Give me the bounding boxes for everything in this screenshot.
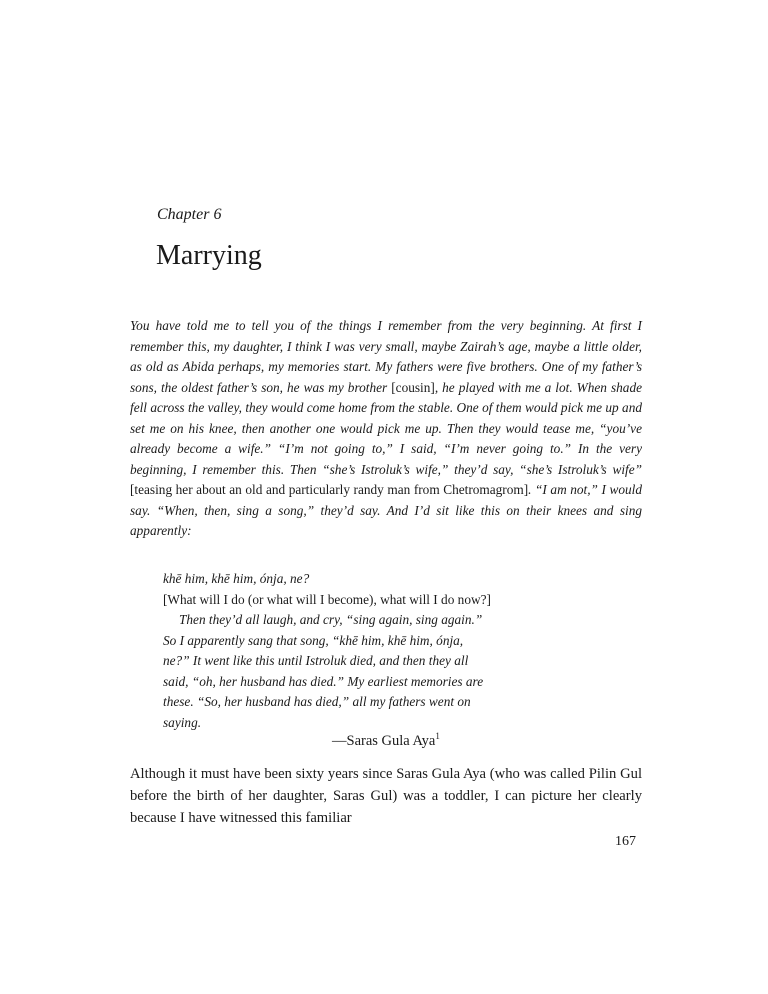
epigraph-bracket-note-1: [cousin] — [391, 379, 435, 395]
chapter-title: Marrying — [156, 240, 262, 271]
epigraph-text-part-1: You have told me to tell you of the things I remember from the very beginning. At first I remember this, my daughter, I think I was very small, maybe Zairah’s age, maybe a little older, as old as Abida perhaps, my memories start. My fathers were five brothers. One of my father’s sons, the oldest father’s son, he was my brother — [130, 318, 642, 395]
song-block — [163, 569, 493, 733]
song-lyric: khē him, khē him, ónja, ne? — [163, 571, 310, 586]
epigraph-text-part-2: , he played with me a lot. When shade fell across the valley, they would come home from the stable. One of them would pick me up and set me on his knee, then another one would pick me up. Then they would tease me, “you’ve already become a wife.” “I’m not going to,” I said, “I’m never going to.” In the very beginning, I remember this. Then “she’s Istroluk’s wife,” they’d say, “she’s Istroluk’s wife” — [130, 379, 642, 477]
page-number: 167 — [615, 834, 636, 849]
epigraph-text-part-3: . “I am not,” I would say. “When, then, sing a song,” they’d say. And I’d sit like this on their knees and sing apparently: — [130, 482, 642, 538]
epigraph — [130, 316, 642, 542]
epigraph-attribution — [332, 731, 440, 750]
chapter-label: Chapter 6 — [157, 206, 222, 223]
epigraph-bracket-note-2: [teasing her about an old and particularly randy man from Chetromagrom] — [130, 482, 529, 497]
body-paragraph: Although it must have been sixty years since Saras Gula Aya (who was called Pilin Gul before the birth of her daughter, Saras Gul) was a toddler, I can picture her clearly because I have witnessed this familiar — [130, 766, 642, 826]
footnote-marker[interactable]: 1 — [435, 731, 440, 741]
song-translation: [What will I do (or what will I become), what will I do now?] — [163, 591, 491, 607]
song-continuation: Then they’d all laugh, and cry, “sing again, sing again.” So I apparently sang that song, “khē him, khē him, ónja, ne?” It went like this until Istroluk died, and then they all said, “oh, her husband has died.” My earliest memories are these. “So, her husband has died,” all my fathers went on saying. — [163, 612, 484, 730]
attribution-name: —Saras Gula Aya — [332, 732, 436, 749]
